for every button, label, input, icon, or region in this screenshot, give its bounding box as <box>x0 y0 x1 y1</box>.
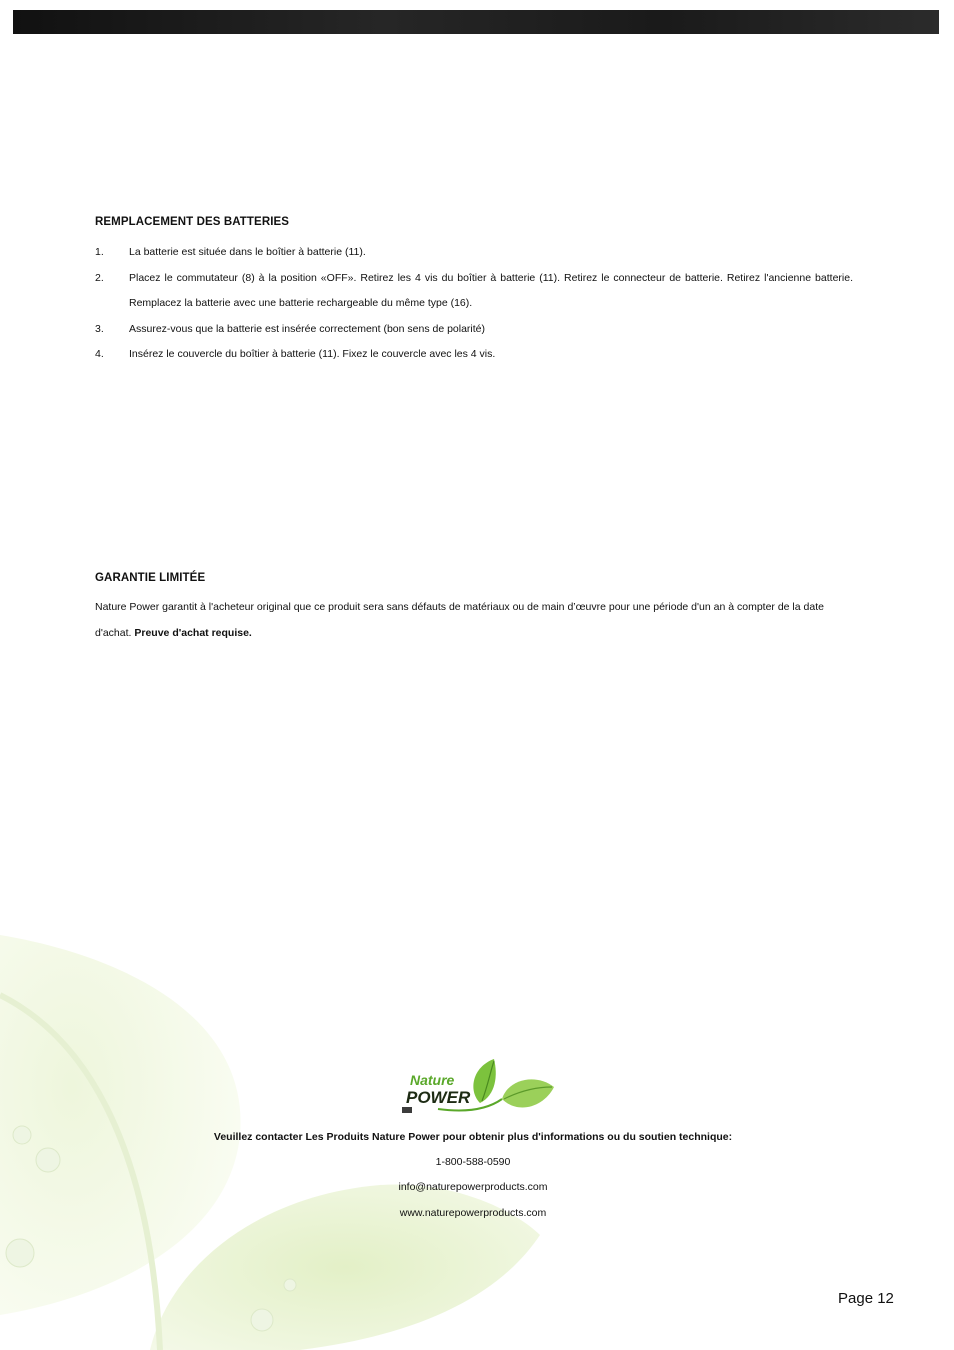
contact-website[interactable]: www.naturepowerproducts.com <box>399 1207 547 1219</box>
header-bar <box>13 10 939 34</box>
warranty-title: GARANTIE LIMITÉE <box>95 572 206 584</box>
list-item: 2. Placez le commutateur (8) à la position «OFF». Retirez les 4 vis du boîtier à batterie (11). Retirez le connecteur de batterie. Retirez l'ancienne batterie. Remplacez la batterie avec une batterie rechargeable du même type (16). <box>95 271 853 309</box>
logo-text-nature: Nature <box>410 1072 455 1088</box>
contact-email[interactable]: info@naturepowerproducts.com <box>398 1181 548 1193</box>
nature-power-logo-icon <box>398 1055 558 1119</box>
page-number: Page 12 <box>838 1290 894 1307</box>
contact-heading: Veuillez contacter Les Produits Nature Power pour obtenir plus d'informations ou du soutien technique: <box>213 1131 733 1143</box>
list-item: 3. Assurez-vous que la batterie est insérée correctement (bon sens de polarité) <box>95 322 486 335</box>
contact-phone: 1-800-588-0590 <box>435 1156 511 1168</box>
replacement-title: REMPLACEMENT DES BATTERIES <box>95 216 290 228</box>
logo-text-power: POWER <box>406 1088 471 1107</box>
warranty-text: Nature Power garantit à l'acheteur original que ce produit sera sans défauts de matériaux ou de main d’œuvre pour une période d'un an à compter de la date d'achat. Preuve d'achat requise. <box>95 601 824 639</box>
list-item: 1. La batterie est située dans le boîtier à batterie (11). <box>95 246 366 258</box>
list-item: 4. Insérez le couvercle du boîtier à batterie (11). Fixez le couvercle avec les 4 vis. <box>95 348 496 360</box>
replacement-steps <box>95 240 853 368</box>
